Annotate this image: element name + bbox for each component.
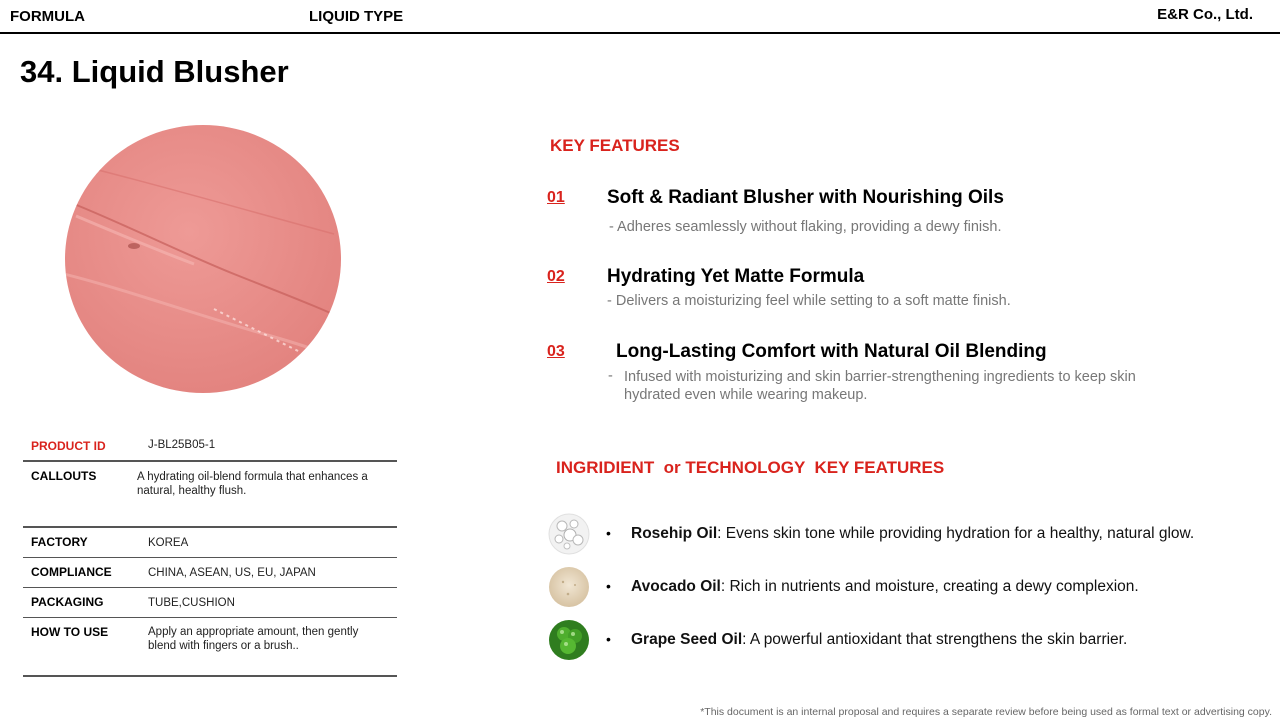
factory-label: FACTORY (31, 535, 88, 549)
ingredient-desc: : Evens skin tone while providing hydration for a healthy, natural glow. (717, 525, 1195, 542)
packaging-label: PACKAGING (31, 595, 104, 609)
feature-title: Long-Lasting Comfort with Natural Oil Blending (616, 341, 1047, 362)
ingredients-title (556, 458, 944, 478)
how-to-use-row (23, 618, 397, 677)
ingredient-text (631, 578, 1139, 596)
ingredient-name: Avocado Oil (631, 578, 721, 595)
ingredient-name: Grape Seed Oil (631, 631, 743, 648)
footnote: *This document is an internal proposal and requires a separate review before being used as formal text or advertising copy. (700, 706, 1272, 718)
key-features-title: KEY FEATURES (550, 136, 680, 155)
feature-number: 01 (547, 189, 565, 206)
feature-number: 02 (547, 268, 565, 285)
grape-icon (548, 619, 590, 661)
ingredient-desc: : Rich in nutrients and moisture, creating a dewy complexion. (720, 578, 1139, 595)
factory-value: KOREA (148, 537, 189, 549)
packaging-row (23, 588, 397, 618)
oil-droplets-icon (548, 513, 590, 555)
product-id-row (23, 430, 397, 462)
product-swatch-image (64, 124, 342, 394)
product-id-value: J-BL25B05-1 (148, 439, 216, 451)
header-type: LIQUID TYPE (309, 8, 404, 25)
how-to-use-label: HOW TO USE (31, 625, 109, 639)
how-to-use-value: Apply an appropriate amount, then gently blend with fingers or a brush.. (148, 626, 359, 652)
header-company: E&R Co., Ltd. (1157, 6, 1253, 23)
compliance-label: COMPLIANCE (31, 565, 112, 579)
feature-number: 03 (547, 343, 565, 360)
compliance-row (23, 558, 397, 588)
page-title: 34. Liquid Blusher (20, 54, 289, 89)
feature-title: Soft & Radiant Blusher with Nourishing Oils (607, 187, 1004, 208)
ingredient-item (548, 566, 1248, 610)
ingredient-item (548, 619, 1248, 663)
feature-description: - Adheres seamlessly without flaking, providing a dewy finish. (609, 219, 1002, 235)
ingredient-item (548, 513, 1248, 557)
header-formula: FORMULA (10, 8, 85, 25)
powder-icon (548, 566, 590, 608)
header-bar (0, 0, 1280, 34)
ingredient-text (631, 631, 1127, 649)
ingredient-desc: : A powerful antioxidant that strengthens the skin barrier. (742, 631, 1128, 648)
feature-dash: - (608, 368, 613, 384)
callouts-row (23, 462, 397, 528)
feature-description: - Delivers a moisturizing feel while setting to a soft matte finish. (607, 293, 1011, 309)
compliance-value: CHINA, ASEAN, US, EU, JAPAN (148, 567, 316, 579)
callouts-value: A hydrating oil-blend formula that enhances a natural, healthy flush. (137, 471, 368, 497)
factory-row (23, 528, 397, 558)
bullet: • (606, 578, 611, 594)
bullet: • (606, 631, 611, 647)
ingredient-text (631, 525, 1194, 543)
ingredients-title-text: INGRIDIENT or TECHNOLOGY KEY FEATURES (556, 458, 945, 477)
callouts-label: CALLOUTS (31, 469, 97, 483)
packaging-value: TUBE,CUSHION (148, 597, 235, 609)
feature-description: Infused with moisturizing and skin barrier-strengthening ingredients to keep skin hydrated even while wearing makeup. (624, 369, 1136, 403)
bullet: • (606, 525, 611, 541)
product-info-table (23, 430, 397, 677)
feature-title: Hydrating Yet Matte Formula (607, 266, 865, 287)
ingredient-name: Rosehip Oil (631, 525, 718, 542)
product-id-label: PRODUCT ID (31, 439, 106, 453)
